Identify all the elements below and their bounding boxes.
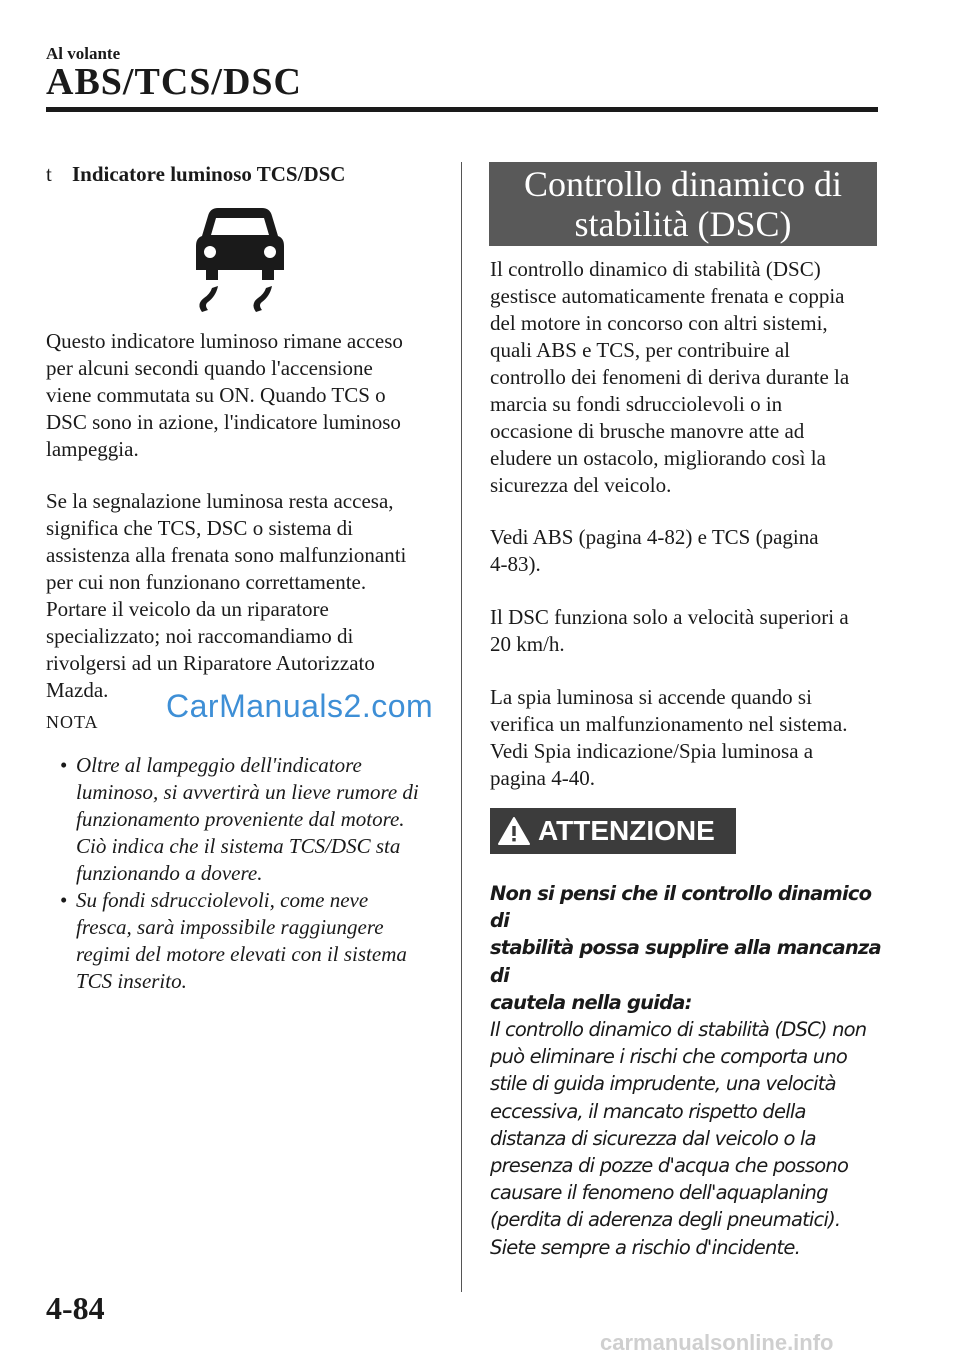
text-line: verifica un malfunzionamento nel sistema. [490,712,848,736]
text-line: 4-83). [490,552,541,576]
text-line: TCS inserito. [76,969,187,993]
banner-title-line: stabilità (DSC) [574,204,792,244]
text-line: viene commutata su ON. Quando TCS o [46,383,386,407]
text-line: Il controllo dinamico di stabilità (DSC) non [490,1018,867,1042]
attention-label-box [490,808,736,854]
text-line: controllo dei fenomeni di deriva durante la [490,365,850,389]
text-line: Oltre al lampeggio dell'indicatore [76,753,362,777]
text-line: fresca, sarà impossibile raggiungere [76,915,384,939]
attention-text [490,880,882,1261]
text-line: quali ABS e TCS, per contribuire al [490,338,790,362]
text-line: specializzato; noi raccomandiamo di [46,624,354,648]
dsc-description [490,256,882,499]
banner-title-line: Controllo dinamico di [524,164,842,204]
bullet: • [60,888,68,912]
text-line: marcia su fondi sdrucciolevoli o in [490,392,783,416]
section-title: ABS/TCS/DSC [46,61,302,103]
text-line: causare il fenomeno dell'aquaplaning [490,1181,828,1205]
text-line: funzionando a dovere. [76,861,263,885]
cross-reference [490,524,882,578]
speed-note [490,604,882,658]
warning-triangle-icon [490,816,538,846]
text-line: DSC sono in azione, l'indicatore luminoso [46,410,401,434]
subheading [46,162,345,187]
text-line: La spia luminosa si accende quando si [490,685,812,709]
warning-light-note [490,684,882,792]
text-line: distanza di sicurezza dal veicolo o la [490,1126,816,1150]
text-line: assistenza alla frenata sono malfunzionanti [46,543,407,567]
text-line: Il controllo dinamico di stabilità (DSC) [490,257,821,281]
text-line: Il DSC funziona solo a velocità superiori a [490,605,849,629]
text-line: significa che TCS, DSC o sistema di [46,516,354,540]
nota-list [60,752,440,995]
text-line: pagina 4-40. [490,766,595,790]
dsc-banner [489,162,877,246]
subheading-marker: t [46,162,52,186]
text-line: per cui non funzionano correttamente. [46,570,367,594]
text-line: funzionamento proveniente dal motore. [76,807,405,831]
section-label: Al volante [46,44,121,63]
header-rule [46,107,878,112]
text-line: (perdita di aderenza degli pneumatici). [490,1208,841,1232]
attention-label: ATTENZIONE [538,815,715,846]
text-line: eludere un ostacolo, migliorando così la [490,446,826,470]
text-line: Siete sempre a rischio d'incidente. [490,1235,800,1259]
text-line: Su fondi sdrucciolevoli, come neve [76,888,369,912]
text-line: Vedi ABS (pagina 4-82) e TCS (pagina [490,525,819,549]
page-number: 4-84 [46,1290,105,1326]
text-line: regimi del motore elevati con il sistema [76,942,407,966]
indicator-description [46,328,438,463]
text-line: eccessiva, il mancato rispetto della [490,1099,806,1123]
text-line: stile di guida imprudente, una velocità [490,1072,836,1096]
text-line: occasione di brusche manovre atte ad [490,419,805,443]
nota-label: NOTA [46,712,99,732]
watermark: CarManuals2.com [166,688,434,724]
text-line: rivolgersi ad un Riparatore Autorizzato [46,651,375,675]
subheading-text: Indicatore luminoso TCS/DSC [72,162,346,186]
column-divider [461,162,462,1292]
nota-item [60,887,440,995]
text-line: luminoso, si avvertirà un lieve rumore di [76,780,419,804]
text-line: Portare il veicolo da un riparatore [46,597,329,621]
text-line: sicurezza del veicolo. [490,473,672,497]
text-line: Vedi Spia indicazione/Spia luminosa a [490,739,814,763]
nota-item [60,752,440,887]
text-line: può eliminare i rischi che comporta uno [490,1045,848,1069]
text-line: del motore in concorso con altri sistemi, [490,311,828,335]
text-line: lampeggia. [46,437,139,461]
text-line: Non si pensi che il controllo dinamico di [490,882,872,933]
text-line: Mazda. [46,678,109,702]
tcs-dsc-indicator-icon [190,204,290,316]
text-line: per alcuni secondi quando l'accensione [46,356,373,380]
text-line: Se la segnalazione luminosa resta accesa, [46,489,394,513]
bullet: • [60,753,68,777]
text-line: presenza di pozze d'acqua che possono [490,1154,849,1178]
text-line: Ciò indica che il sistema TCS/DSC sta [76,834,401,858]
text-line: 20 km/h. [490,632,565,656]
text-line: gestisce automaticamente frenata e coppia [490,284,845,308]
text-line: stabilità possa supplire alla mancanza di [490,936,881,987]
text-line: Questo indicatore luminoso rimane acceso [46,329,403,353]
footer-watermark: carmanualsonline.info [600,1330,834,1355]
malfunction-description [46,488,438,704]
text-line: cautela nella guida: [490,990,692,1014]
